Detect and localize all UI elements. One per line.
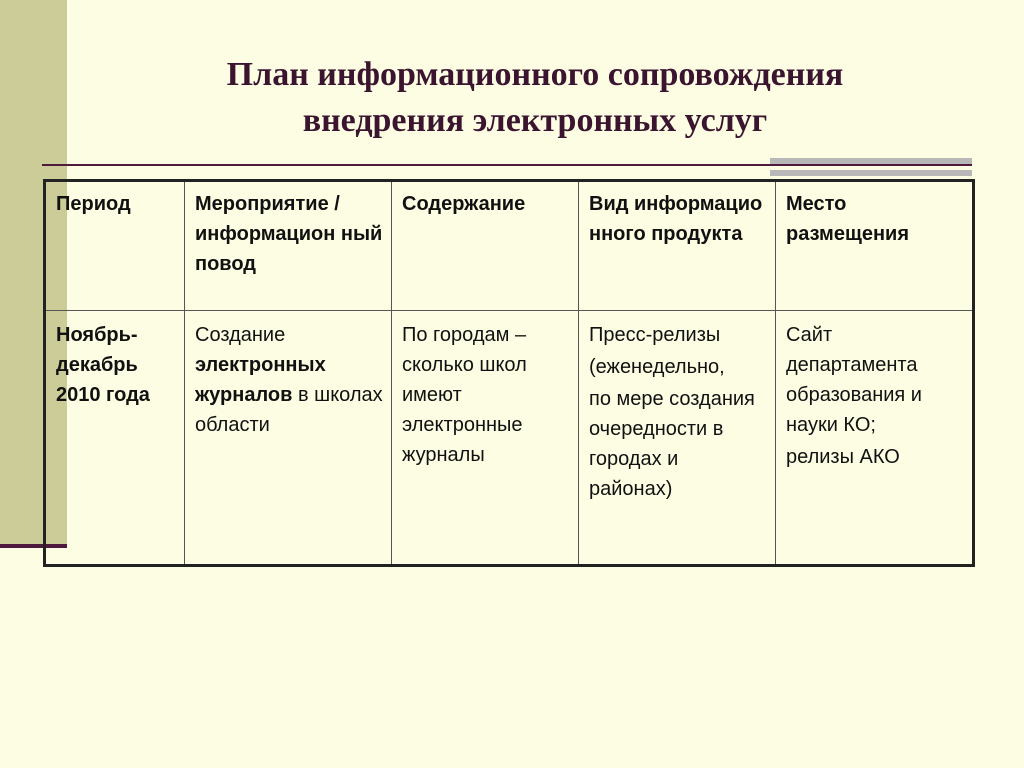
plan-table xyxy=(43,179,975,567)
cell-product-type xyxy=(579,311,776,566)
location-paragraph-1: Сайт департамента образования и науки КО; xyxy=(786,324,922,436)
product-paragraph-2: (еженедельно, xyxy=(589,356,725,378)
event-text-bold: электронных журналов xyxy=(195,354,326,406)
table-header-row xyxy=(45,181,974,311)
slide-title xyxy=(90,52,980,144)
header-period: Период xyxy=(45,181,185,311)
title-line-1: План информационного сопровождения xyxy=(226,56,844,93)
decorative-gray-rule-bottom xyxy=(770,170,972,176)
title-line-2: внедрения электронных услуг xyxy=(302,102,768,139)
header-location: Место размещения xyxy=(776,181,974,311)
location-paragraph-2: релизы АКО xyxy=(786,446,900,468)
event-text-prefix: Создание xyxy=(195,324,286,346)
cell-period: Ноябрь- декабрь 2010 года xyxy=(45,311,185,566)
header-content: Содержание xyxy=(392,181,579,311)
event-text-suffix: в школах области xyxy=(195,384,383,436)
table-row xyxy=(45,311,974,566)
header-product-type: Вид информацио нного продукта xyxy=(579,181,776,311)
cell-location xyxy=(776,311,974,566)
product-paragraph-1: Пресс-релизы xyxy=(589,324,721,346)
cell-content: По городам – сколько школ имеют электронные журналы xyxy=(392,311,579,566)
title-divider-rule xyxy=(42,164,972,166)
cell-event xyxy=(185,311,392,566)
product-paragraph-3: по мере создания очередности в городах и районах) xyxy=(589,388,755,500)
header-event: Мероприятие / информацион ный повод xyxy=(185,181,392,311)
